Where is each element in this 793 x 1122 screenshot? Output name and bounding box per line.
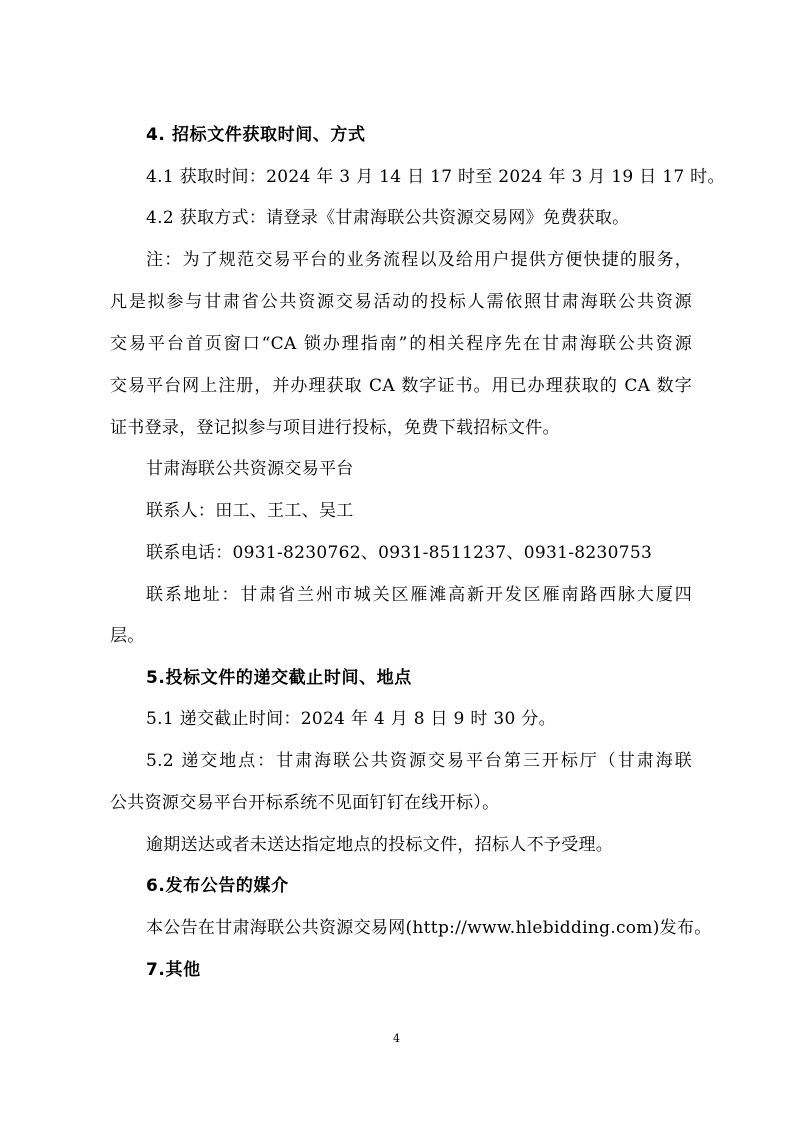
section-4-1-time: 4.1 获取时间：2024 年 3 月 14 日 17 时至 2024 年 3 月 19 日 17 时。 [146,167,725,187]
contact-persons: 联系人：田工、王工、吴工 [146,501,354,521]
section-5-2-location-line-1: 5.2 递交地点：甘肃海联公共资源交易平台第三开标厅（甘肃海联 [146,751,692,771]
section-5-heading: 5.投标文件的递交截止时间、地点 [146,668,412,688]
note-line-4: 交易平台网上注册，并办理获取 CA 数字证书。用已办理获取的 CA 数字 [110,376,692,396]
note-line-1: 注：为了规范交易平台的业务流程以及给用户提供方便快捷的服务， [146,250,692,270]
contact-address-line-1: 联系地址：甘肃省兰州市城关区雁滩高新开发区雁南路西脉大厦四 [146,585,692,605]
overdue-notice: 逾期送达或者未送达指定地点的投标文件，招标人不予受理。 [146,835,614,855]
section-4-2-method: 4.2 获取方式：请登录《甘肃海联公共资源交易网》免费获取。 [146,208,630,228]
note-line-3: 交易平台首页窗口“CA 锁办理指南”的相关程序先在甘肃海联公共资源 [110,334,692,354]
section-5-2-location-line-2: 公共资源交易平台开标系统不见面钉钉在线开标）。 [110,793,500,813]
contact-address-line-2: 层。 [110,626,145,646]
publication-media: 本公告在甘肃海联公共资源交易网(http://www.hlebidding.com)发布。 [146,918,712,938]
page-number: 4 [393,1032,400,1045]
contact-phone: 联系电话：0931-8230762、0931-8511237、0931-8230753 [146,543,653,563]
note-line-5: 证书登录，登记拟参与项目进行投标，免费下载招标文件。 [110,418,560,438]
section-7-heading: 7.其他 [146,960,201,980]
section-5-1-deadline: 5.1 递交截止时间：2024 年 4 月 8 日 9 时 30 分。 [146,709,556,729]
note-line-2: 凡是拟参与甘肃省公共资源交易活动的投标人需依照甘肃海联公共资源 [110,292,692,312]
section-6-heading: 6.发布公告的媒介 [146,876,289,896]
platform-name: 甘肃海联公共资源交易平台 [146,459,354,479]
section-4-heading: 4. 招标文件获取时间、方式 [146,125,366,145]
